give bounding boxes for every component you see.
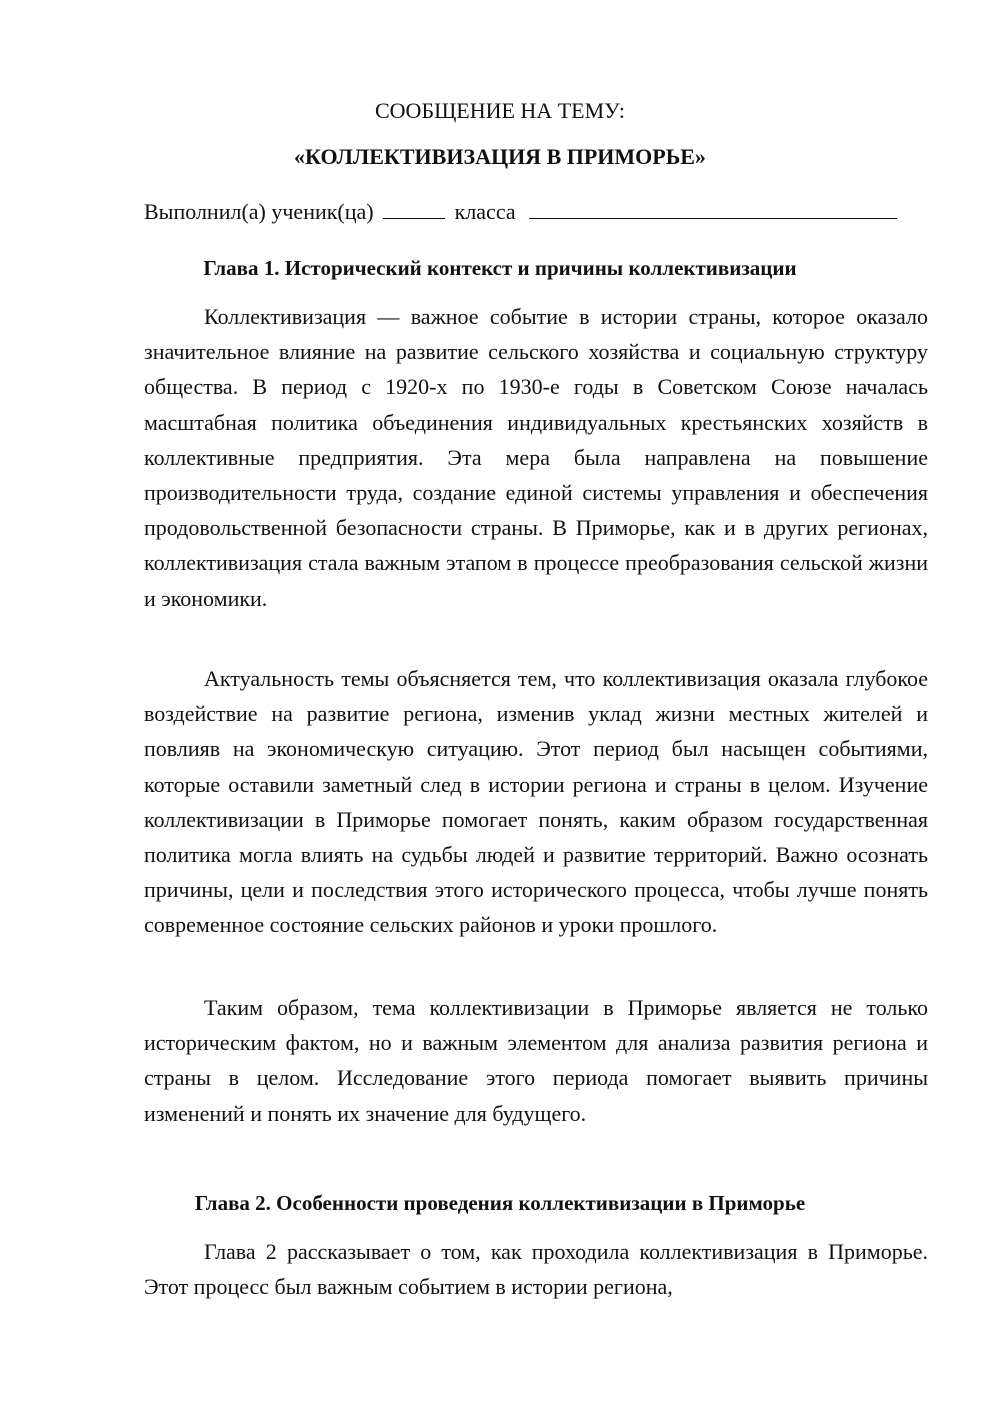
author-prefix-label: Выполнил(а) ученик(ца) (144, 199, 374, 224)
document-title: «КОЛЛЕКТИВИЗАЦИЯ В ПРИМОРЬЕ» (294, 144, 706, 169)
chapter1-paragraph-2: Актуальность темы объясняется тем, что коллективизация оказала глубокое воздействие на развитие региона, изменив уклад жизни местных жителей и повлияв на экономическую ситуацию. Этот период был насыщен событиями, которые оставили заметный след в истории региона и страны в целом. Изучение коллективизации в Приморье помогает понять, каким образом государственная политика могла влиять на судьбы людей и развитие территорий. Важно осознать причины, цели и последствия этого исторического процесса, чтобы лучше понять современное состояние сельских районов и уроки прошлого. (144, 666, 928, 938)
author-line (144, 199, 897, 225)
student-name-blank (529, 200, 897, 219)
chapter1-title: Глава 1. Исторический контекст и причины коллективизации (203, 256, 797, 280)
chapter1-paragraph-1: Коллективизация — важное событие в истории страны, которое оказало значительное влияние на развитие сельского хозяйства и социальную структуру общества. В период с 1920-х по 1930-е годы в Советском Союзе началась масштабная политика объединения индивидуальных крестьянских хозяйств в коллективные предприятия. Эта мера была направлена на повышение производительности труда, создание единой системы управления и обеспечения продовольственной безопасности страны. В Приморье, как и в других регионах, коллективизация стала важным этапом в процессе преобразования сельской жизни и экономики. (144, 304, 928, 611)
chapter2-paragraph-1: Глава 2 рассказывает о том, как проходила коллективизация в Приморье. Этот процесс был важным событием в истории региона, (144, 1239, 928, 1300)
document-heading-line1: СООБЩЕНИЕ НА ТЕМУ: (375, 98, 625, 123)
class-number-blank (383, 200, 445, 219)
chapter1-paragraph-3: Таким образом, тема коллективизации в Приморье является не только историческим фактом, но и важным элементом для анализа развития региона и страны в целом. Исследование этого периода помогает выявить причины изменений и понять их значение для будущего. (144, 995, 928, 1126)
author-class-label: класса (454, 199, 516, 224)
chapter2-title: Глава 2. Особенности проведения коллективизации в Приморье (194, 1191, 806, 1215)
